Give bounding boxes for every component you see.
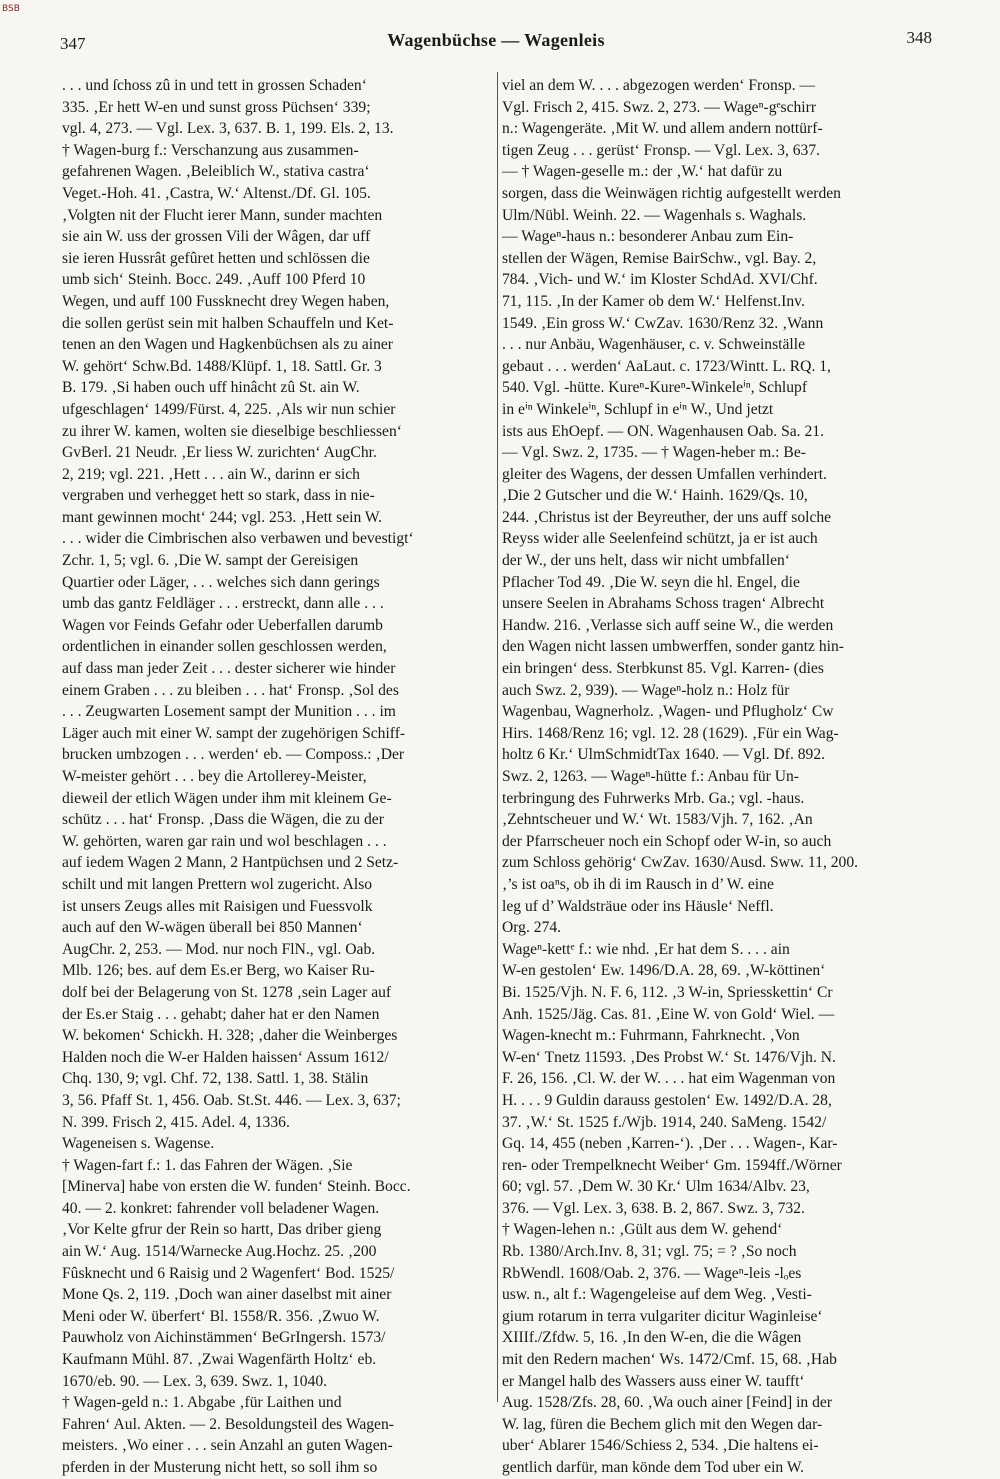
text-line: Wageneisen s. Wagense. — [62, 1135, 215, 1153]
text-line: † Wagen-geld n.: 1. Abgabe ‚für Laithen und — [62, 1394, 342, 1412]
text-line: ain W.‘ Aug. 1514/Warnecke Aug.Hochz. 25. ‚200 — [62, 1243, 377, 1261]
text-line: Mone Qs. 2, 119. ‚Doch wan ainer daselbst mit ainer — [62, 1286, 392, 1304]
text-line: usw. n., alt f.: Wagengeleise auf dem Weg. ‚Vesti- — [502, 1286, 812, 1304]
text-line: ‚Volgten nit der Flucht ierer Mann, sunder machten — [62, 206, 383, 224]
text-line: . . . wider die Cimbrischen also verbawen und bevestigt‘ — [62, 530, 414, 548]
text-line: Wageⁿ-kettᵉ f.: wie nhd. ‚Er hat dem S. . . . ain — [502, 940, 790, 958]
text-line: ufgeschlagen‘ 1499/Fürst. 4, 225. ‚Als wir nun schier — [62, 400, 396, 418]
text-line: vergraben und verhegget hett so stark, dass in nie- — [62, 487, 375, 505]
text-line: Mlb. 126; bes. auf dem Es.er Berg, wo Kaiser Ru- — [62, 962, 375, 980]
text-line: † Wagen-burg f.: Verschanzung aus zusammen- — [62, 141, 359, 159]
text-line: Ulm/Nübl. Weinh. 22. — Wagenhals s. Waghals. — [502, 206, 807, 224]
text-line: sie ieren Hussrât gefûret hetten und schlössen die — [62, 249, 370, 267]
text-line: [Minerva] habe von ersten die W. funden‘ Steinh. Bocc. — [62, 1178, 411, 1196]
text-line: Handw. 216. ‚Verlasse sich auff seine W., die werden — [502, 616, 834, 634]
text-line: H. . . . 9 Guldin darauss gestolen‘ Ew. 1492/D.A. 28, — [502, 1091, 832, 1109]
text-line: umb sich‘ Steinh. Bocc. 249. ‚Auff 100 Pferd 10 — [62, 271, 366, 289]
text-line: W. lag, füren die Bechem glich mit den Wegen dar- — [502, 1415, 823, 1433]
text-line: 2, 219; vgl. 221. ‚Hett . . . ain W., darinn er sich — [62, 465, 360, 483]
text-line: 37. ‚W.‘ St. 1525 f./Wjb. 1914, 240. SaMeng. 1542/ — [502, 1113, 827, 1131]
text-line: Fahren‘ Aul. Akten. — 2. Besoldungsteil des Wagen- — [62, 1415, 394, 1433]
text-line: dieweil der etlich Wägen under ihm mit kleinem Ge- — [62, 789, 392, 807]
text-line: einem Graben . . . zu bleiben . . . hat‘ Fronsp. ‚Sol des — [62, 681, 399, 699]
text-line: sie ain W. uss der grossen Vili der Wâgen, dar uff — [62, 228, 371, 246]
text-line: holtz 6 Kr.‘ UlmSchmidtTax 1640. — Vgl. Df. 892. — [502, 746, 826, 764]
text-line: gefahrenen Wagen. ‚Beleiblich W., stativa castra‘ — [62, 163, 370, 181]
text-line: er Mangel halb des Wassers auss einer W. taufft‘ — [502, 1372, 805, 1390]
text-line: W. bekomen‘ Schickh. H. 328; ‚daher die Weinberges — [62, 1027, 398, 1045]
text-line: vgl. 4, 273. — Vgl. Lex. 3, 637. B. 1, 199. Els. 2, 13. — [62, 120, 394, 138]
text-line: W-meister gehört . . . bey die Artollerey-Meister, — [62, 768, 367, 785]
text-line: Pflacher Tod 49. ‚Die W. seyn die hl. Engel, die — [502, 573, 800, 591]
page-header — [60, 28, 932, 56]
text-line: W-en‘ Tnetz 11593. ‚Des Probst W.‘ St. 1476/Vjh. N. — [502, 1048, 836, 1066]
right-column — [502, 75, 932, 1476]
text-line: brucken umbzogen . . . werden‘ eb. — Composs.: ‚Der — [62, 746, 405, 764]
text-line: 784. ‚Vich- und W.‘ im Kloster SchdAd. XVI/Chf. — [502, 271, 818, 289]
text-line: Wagen-knecht m.: Fuhrmann, Fahrknecht. ‚Von — [502, 1027, 800, 1045]
text-line: stellen der Wägen, Remise BairSchw., vgl. Bay. 2, — [502, 249, 817, 267]
text-line: Läger auch mit einer W. sampt der zugehörigen Schiff- — [62, 724, 406, 742]
text-line: Wagenbau, Wagnerholz. ‚Wagen- und Pflugholz‘ Cw — [502, 703, 834, 721]
text-line: Gq. 14, 455 (neben ‚Karren-‘). ‚Der . . . Wagen-, Kar- — [502, 1135, 838, 1153]
text-line: † Wagen-lehen n.: ‚Gült aus dem W. gehend‘ — [502, 1221, 783, 1239]
text-line: pferden in der Musterung nicht hett, so soll ihm so — [62, 1459, 378, 1476]
text-line: RbWendl. 1608/Oab. 2, 376. — Wageⁿ-leis -lₒes — [502, 1264, 802, 1282]
text-line: Swz. 2, 1263. — Wageⁿ-hütte f.: Anbau für Un- — [502, 768, 799, 785]
text-line: N. 399. Frisch 2, 415. Adel. 4, 1336. — [62, 1113, 290, 1131]
text-line: ‚Zehntscheuer und W.‘ Wt. 1583/Vjh. 7, 162. ‚An — [502, 811, 813, 829]
left-column — [62, 75, 492, 1476]
text-line: — † Wagen-geselle m.: der ‚W.‘ hat dafür zu — [502, 163, 783, 181]
text-line: der W., der uns helt, dass wir nicht umbfallen‘ — [502, 552, 790, 570]
text-line: AugChr. 2, 253. — Mod. nur noch FlN., vgl. Oab. — [62, 940, 376, 958]
text-line: gium rotarum in terra vulgariter dicitur Waginleise‘ — [502, 1307, 823, 1325]
text-line: der Pfarrscheuer noch ein Schopf oder W-in, so auch — [502, 832, 832, 850]
text-line: die sollen gerüst sein mit halben Schauffeln und Ket- — [62, 314, 394, 332]
text-line: Kaufmann Mühl. 87. ‚Zwai Wagenfärth Holtz‘ eb. — [62, 1351, 377, 1369]
text-line: F. 26, 156. ‚Cl. W. der W. . . . hat eim Wagenman von — [502, 1070, 836, 1088]
text-line: Wagen vor Feinds Gefahr oder Ueberfallen darumb — [62, 616, 383, 634]
text-line: 335. ‚Er hett W-en und sunst gross Püchsen‘ 339; — [62, 98, 371, 116]
text-line: auch Swz. 2, 939). — Wageⁿ-holz n.: Holz für — [502, 681, 790, 699]
text-line: leg uf d’ Waldsträue oder ins Häusle‘ Neffl. — [502, 897, 774, 915]
text-line: ‚Die 2 Gutscher und die W.‘ Hainh. 1629/Qs. 10, — [502, 487, 808, 505]
text-line: n.: Wagengeräte. ‚Mit W. und allem andern nottürf- — [502, 120, 823, 138]
text-line: schütz . . . hat‘ Fronsp. ‚Dass die Wägen, die zu der — [62, 811, 384, 829]
text-line: sorgen, dass die Weinwägen richtig aufgestellt werden — [502, 184, 841, 202]
text-line: 3, 56. Pfaff St. 1, 456. Oab. St.St. 446. — Lex. 3, 637; — [62, 1091, 401, 1109]
text-line: terbringung des Fuhrwerks Mrb. Ga.; vgl. -haus. — [502, 789, 805, 807]
text-line: meisters. ‚Wo einer . . . sein Anzahl an guten Wagen- — [62, 1437, 393, 1455]
text-line: Org. 274. — [502, 919, 562, 937]
text-line: Quartier oder Läger, . . . welches sich dann gerings — [62, 573, 380, 591]
text-line: . . . Zeugwarten Losement sampt der Munition . . . im — [62, 703, 396, 721]
text-line: Rb. 1380/Arch.Inv. 8, 31; vgl. 75; = ? ‚So noch — [502, 1243, 797, 1261]
text-line: auch auf den W-wägen überall bei 850 Mannen‘ — [62, 919, 363, 937]
text-line: Aug. 1528/Zfs. 28, 60. ‚Wa ouch ainer [Feind] in der — [502, 1394, 833, 1412]
text-line: 1670/eb. 90. — Lex. 3, 639. Swz. 1, 1040. — [62, 1372, 328, 1390]
text-line: in eⁱⁿ Winkeleⁱⁿ, Schlupf in eⁱⁿ W., Und jetzt — [502, 400, 774, 418]
scan-label: BSB — [2, 4, 20, 14]
text-line: Halden noch die W-er Halden haissen‘ Assum 1612/ — [62, 1048, 389, 1066]
text-line: Vgl. Frisch 2, 415. Swz. 2, 273. — Wageⁿ-gᵉschirr — [502, 98, 817, 116]
running-title: Wagenbüchse — Wagenleis — [387, 30, 605, 50]
text-line: schilt und mit langen Prettern wol zugericht. Also — [62, 875, 373, 893]
text-line: ‚’s ist oaⁿs, ob ih di im Rausch in d’ W. eine — [502, 875, 774, 893]
page-number-left: 347 — [60, 34, 86, 53]
text-line: ein bringen‘ dess. Sterbkunst 85. Vgl. Karren- (dies — [502, 660, 824, 678]
text-line: Meni oder W. überfert‘ Bl. 1558/R. 356. ‚Zwuo W. — [62, 1307, 380, 1325]
text-line: . . . und ſchoss zû in und tett in grossen Schaden‘ — [62, 77, 367, 94]
text-line: dolf bei der Belagerung von St. 1278 ‚sein Lager auf — [62, 983, 392, 1001]
text-line: † Wagen-fart f.: 1. das Fahren der Wägen. ‚Sie — [62, 1156, 353, 1174]
text-line: 540. Vgl. -hütte. Kureⁿ-Kureⁿ-Winkeleⁱⁿ, Schlupf — [502, 379, 808, 397]
text-line: 71, 115. ‚In der Kamer ob dem W.‘ Helfenst.Inv. — [502, 292, 805, 310]
text-line: zu ihrer W. kamen, wolten sie dieselbige beschliessen‘ — [62, 422, 402, 440]
text-line: 40. — 2. konkret: fahrender voll beladener Wagen. — [62, 1199, 380, 1217]
column-divider — [497, 72, 498, 1402]
text-line: Anh. 1525/Jäg. Cas. 81. ‚Eine W. von Gold‘ Wiel. — — [502, 1005, 835, 1023]
text-line: Chq. 130, 9; vgl. Chf. 72, 138. Sattl. 1, 38. Stälin — [62, 1070, 369, 1088]
text-line: auf dass man jeder Zeit . . . dester sicherer wie hinder — [62, 660, 396, 678]
text-line: — Vgl. Swz. 2, 1735. — † Wagen-heber m.: Be- — [502, 444, 806, 462]
text-line: Reyss wider alle Seelenfeind schützt, ja er ist auch — [502, 530, 818, 548]
text-line: ren- oder Trempelknecht Weiber‘ Gm. 1594ff./Wörner — [502, 1156, 842, 1174]
text-line: uber‘ Ablarer 1546/Schiess 2, 534. ‚Die haltens ei- — [502, 1437, 819, 1455]
text-line: 244. ‚Christus ist der Beyreuther, der uns auff solche — [502, 508, 832, 526]
text-line: unsere Seelen in Abrahams Schoss tragen‘ Albrecht — [502, 595, 825, 613]
text-line: ordentlichen in einander sollen geschlossen werden, — [62, 638, 387, 656]
text-line: . . . nur Anbäu, Wagenhäuser, c. v. Schweinställe — [502, 336, 805, 354]
text-line: den Wagen nicht lassen umbwerffen, sonder gantz hin- — [502, 638, 844, 656]
text-line: 1549. ‚Ein gross W.‘ CwZav. 1630/Renz 32. ‚Wann — [502, 314, 824, 332]
text-line: mit den Redern machen‘ Ws. 1472/Cmf. 15, 68. ‚Hab — [502, 1351, 837, 1369]
text-line: gentlich darfür, man könde dem Tod uber ein W. — [502, 1459, 804, 1476]
text-line: Hirs. 1468/Renz 16; vgl. 12. 28 (1629). ‚Für ein Wag- — [502, 724, 839, 742]
text-line: ist unsers Zeugs alles mit Raisigen und Fuessvolk — [62, 897, 373, 915]
text-line: tigen Zeug . . . gerüst‘ Fronsp. — Vgl. Lex. 3, 637. — [502, 141, 821, 159]
text-line: tenen an den Wagen und Hagkenbüchsen als zu ainer — [62, 336, 394, 354]
text-line: W. gehört‘ Schw.Bd. 1488/Klüpf. 1, 18. Sattl. Gr. 3 — [62, 357, 382, 375]
text-line: Bi. 1525/Vjh. N. F. 6, 112. ‚3 W-in, Spriesskettin‘ Cr — [502, 983, 833, 1001]
text-line: — Wageⁿ-haus n.: besonderer Anbau zum Ein- — [502, 228, 794, 246]
text-line: auf iedem Wagen 2 Mann, 2 Hantpüchsen und 2 Setz- — [62, 854, 399, 872]
text-line: 60; vgl. 57. ‚Dem W. 30 Kr.‘ Ulm 1634/Albv. 23, — [502, 1178, 810, 1196]
text-line: ists aus EhOepf. — ON. Wagenhausen Oab. Sa. 21. — [502, 422, 824, 440]
text-line: GvBerl. 21 Neudr. ‚Er liess W. zurichten‘ AugChr. — [62, 444, 377, 462]
text-line: mant gewinnen mocht‘ 244; vgl. 253. ‚Hett sein W. — [62, 508, 383, 526]
page-number-right: 348 — [906, 28, 932, 47]
text-line: zum Schloss gehörig‘ CwZav. 1630/Ausd. Sww. 11, 200. — [502, 854, 859, 872]
text-line: der Es.er Staig . . . gehabt; daher hat er den Namen — [62, 1005, 380, 1023]
text-line: ‚Vor Kelte gfrur der Rein so hartt, Das driber gieng — [62, 1221, 382, 1239]
text-line: Fûsknecht und 6 Raisig und 2 Wagenfert‘ Bod. 1525/ — [62, 1264, 395, 1282]
text-line: Veget.-Hoh. 41. ‚Castra, W.‘ Altenst./Df. Gl. 105. — [62, 184, 371, 202]
text-line: 376. — Vgl. Lex. 3, 638. B. 2, 867. Swz. 3, 732. — [502, 1199, 805, 1217]
text-line: gebaut . . . werden‘ AaLaut. c. 1723/Wintt. L. RQ. 1, — [502, 357, 831, 375]
text-line: Pauwholz von Aichinstämmen‘ BeGrIngersh. 1573/ — [62, 1329, 386, 1347]
text-line: XIIIf./Zfdw. 5, 16. ‚In den W-en, die die Wâgen — [502, 1329, 802, 1347]
text-line: viel an dem W. . . . abgezogen werden‘ Fronsp. — — [502, 77, 816, 94]
text-line: W. gehörten, waren gar rain und wol beschlagen . . . — [62, 832, 387, 850]
text-line: B. 179. ‚Si haben ouch uff hinâcht zû St. ain W. — [62, 379, 360, 397]
text-line: umb das gantz Feldläger . . . erstreckt, dann alle . . . — [62, 595, 384, 613]
text-line: gleiter des Wagens, der dessen Umfallen verhindert. — [502, 465, 827, 483]
text-line: Wegen, und auff 100 Fussknecht drey Wegen haben, — [62, 292, 390, 310]
text-line: W-en gestolen‘ Ew. 1496/D.A. 28, 69. ‚W-köttinen‘ — [502, 962, 826, 980]
text-line: Zchr. 1, 5; vgl. 6. ‚Die W. sampt der Gereisigen — [62, 552, 359, 570]
